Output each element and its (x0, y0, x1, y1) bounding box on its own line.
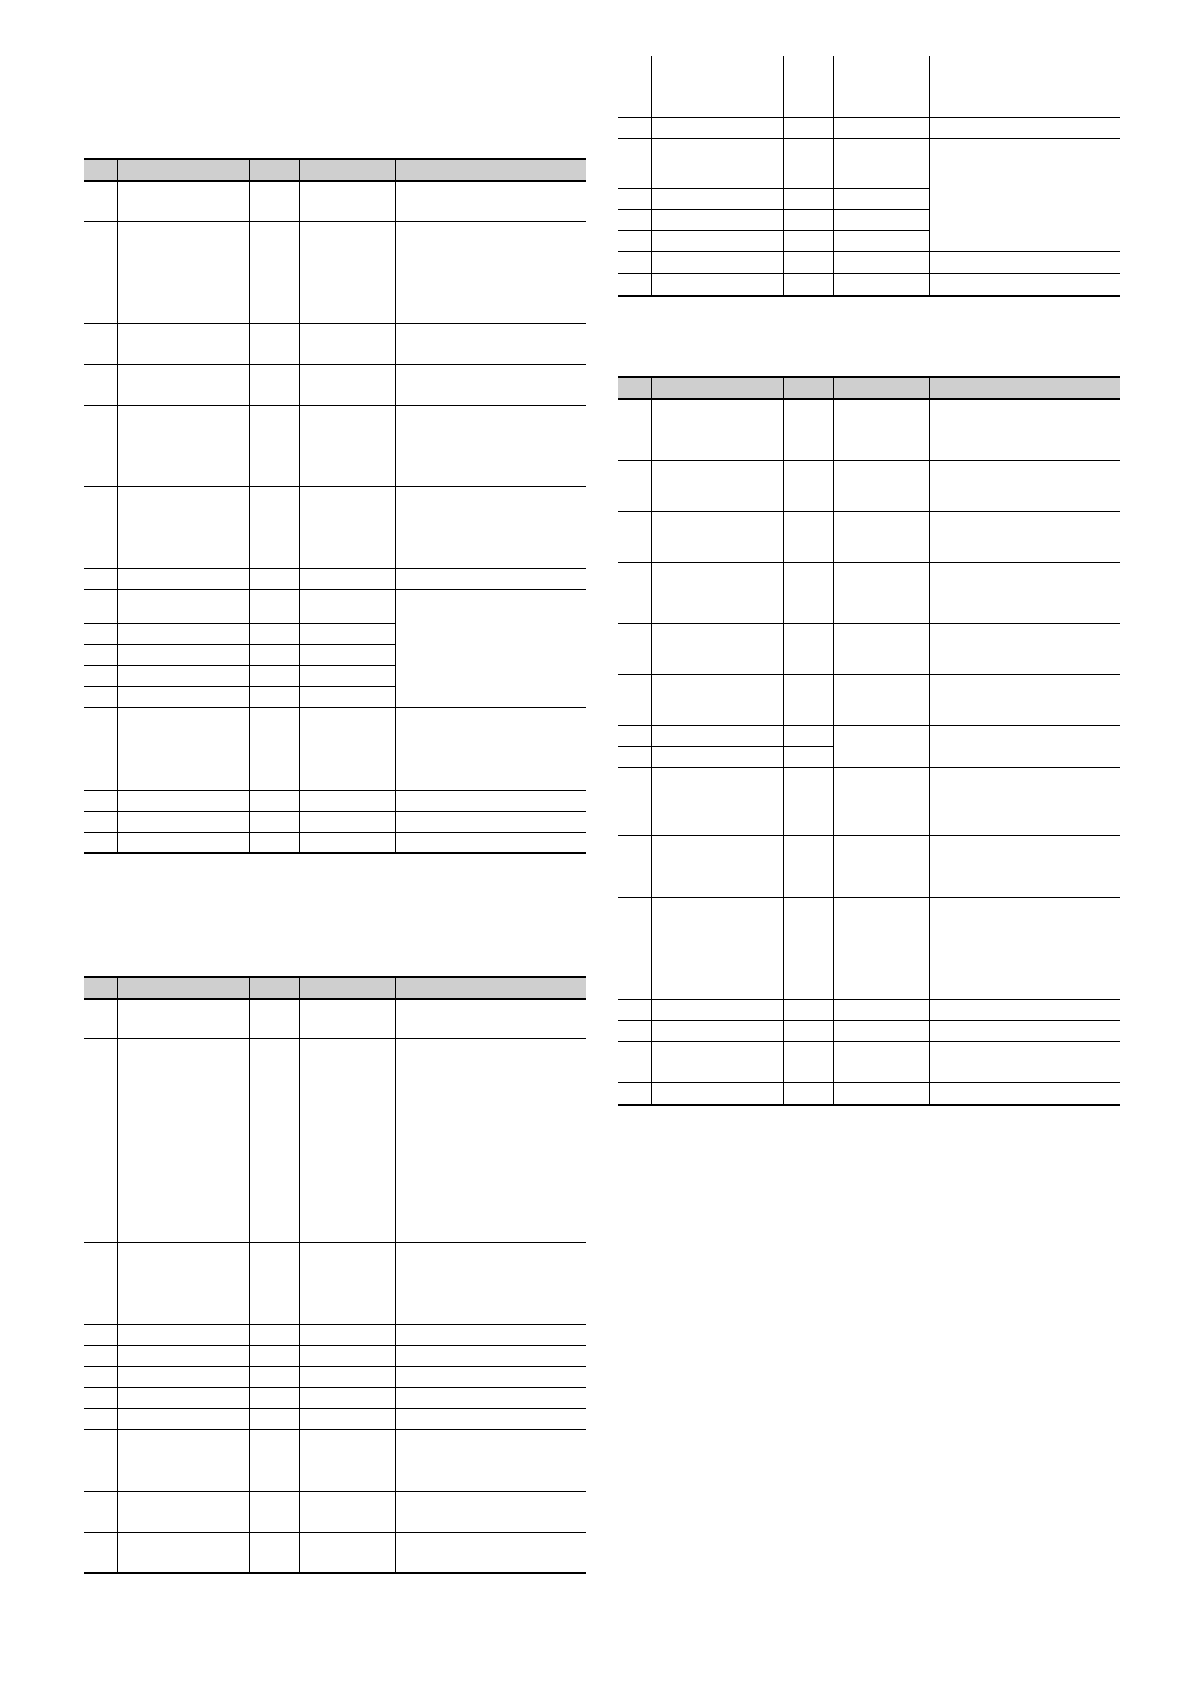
table-row-divider (618, 897, 1120, 898)
table-row-divider (84, 1242, 586, 1243)
table-a (84, 158, 586, 854)
table-row-divider (618, 1020, 1120, 1021)
table-b (84, 976, 586, 1574)
table-row-divider (618, 623, 1120, 624)
table-row-divider (84, 486, 586, 487)
table-row-divider (84, 180, 586, 182)
table-row-divider (84, 568, 586, 569)
table-row-divider (84, 623, 395, 624)
table-d (618, 376, 1120, 1106)
table-row-divider (618, 562, 1120, 563)
table-row-divider (84, 1387, 586, 1388)
table-row-divider (618, 251, 1120, 252)
table-column-divider (651, 56, 652, 297)
table-row-divider (84, 998, 586, 1000)
table-row-divider (618, 999, 1120, 1000)
table-row-divider (84, 158, 586, 160)
table-row-divider (84, 1532, 586, 1533)
table-column-divider (833, 56, 834, 297)
table-row-divider (618, 138, 1120, 139)
table-column-divider (395, 978, 396, 1574)
table-row-divider (618, 674, 1120, 675)
table-row-divider (618, 376, 1120, 378)
table-row-divider (84, 811, 586, 812)
table-row-divider (618, 725, 1120, 726)
table-row-divider (84, 1408, 586, 1409)
table-row-divider (84, 364, 586, 365)
table-row-divider (618, 117, 1120, 118)
table-row-divider (84, 1038, 586, 1039)
table-row-divider (618, 273, 1120, 274)
table-row-divider (618, 295, 1120, 297)
table-column-divider (299, 160, 300, 854)
table-row-divider (84, 1491, 586, 1492)
table-row-divider (84, 644, 395, 645)
table-row-divider (84, 1572, 586, 1574)
table-column-divider (249, 978, 250, 1574)
table-row-divider (84, 405, 586, 406)
table-row-divider (84, 707, 586, 708)
table-c (618, 56, 1120, 297)
table-row-divider (84, 589, 586, 590)
table-row-divider (618, 188, 929, 189)
table-row-divider (84, 1324, 586, 1325)
table-column-divider (833, 378, 834, 1106)
table-row-divider (618, 746, 833, 747)
table-row-divider (84, 1345, 586, 1346)
table-column-divider (783, 378, 784, 1106)
table-row-divider (618, 1104, 1120, 1106)
table-column-divider (783, 56, 784, 297)
table-column-divider (249, 160, 250, 854)
table-column-divider (929, 378, 930, 1106)
table-row-divider (84, 1366, 586, 1367)
table-row-divider (84, 976, 586, 978)
table-row-divider (618, 767, 1120, 768)
table-row-divider (84, 852, 586, 854)
table-row-divider (618, 460, 1120, 461)
table-row-divider (618, 209, 929, 210)
table-row-divider (618, 835, 1120, 836)
table-row-divider (618, 230, 929, 231)
table-column-divider (395, 160, 396, 854)
table-column-divider (117, 160, 118, 854)
table-column-divider (117, 978, 118, 1574)
table-a-header (84, 160, 586, 180)
table-row-divider (84, 1429, 586, 1430)
table-row-divider (618, 1082, 1120, 1083)
table-row-divider (84, 665, 395, 666)
table-column-divider (651, 378, 652, 1106)
table-b-header (84, 978, 586, 998)
table-row-divider (84, 790, 586, 791)
table-row-divider (84, 832, 586, 833)
table-row-divider (618, 511, 1120, 512)
table-row-divider (618, 1041, 1120, 1042)
table-row-divider (84, 323, 586, 324)
table-column-divider (299, 978, 300, 1574)
table-row-divider (618, 398, 1120, 400)
table-column-divider (929, 56, 930, 297)
table-d-header (618, 378, 1120, 398)
table-row-divider (84, 686, 395, 687)
table-row-divider (84, 221, 586, 222)
